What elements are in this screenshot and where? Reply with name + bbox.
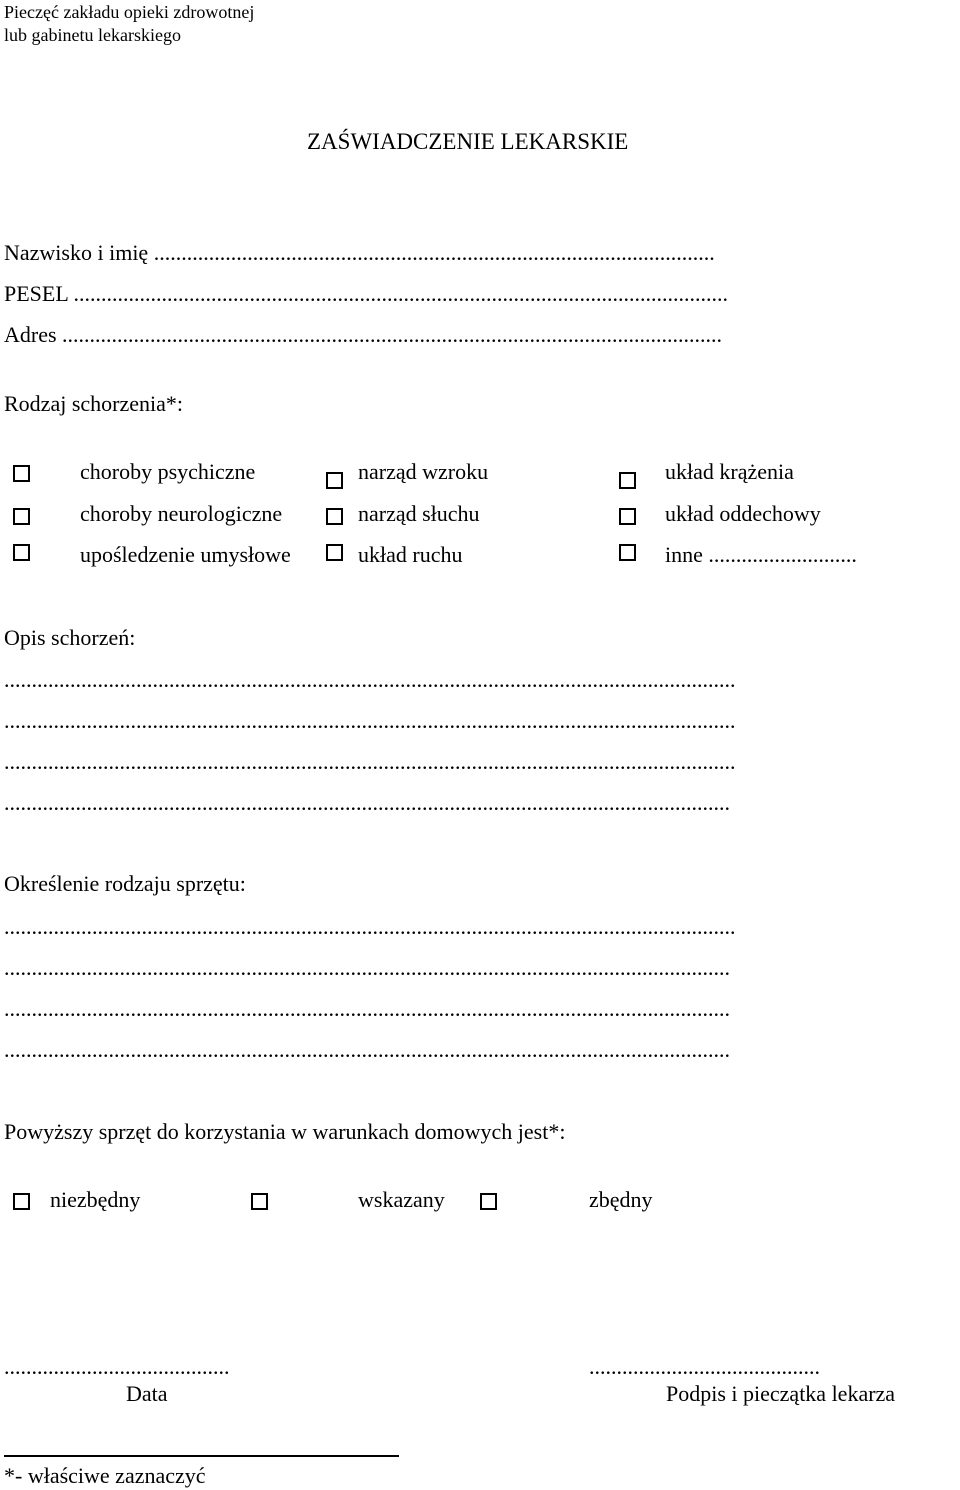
label-vision: narząd wzroku xyxy=(358,459,489,484)
label-hearing: narząd słuchu xyxy=(358,501,480,526)
label-psychiatric: choroby psychiczne xyxy=(80,459,256,484)
description-line[interactable]: ..................................................................................................................................... xyxy=(4,708,736,733)
address-field[interactable]: Adres ........................................................................................................................ xyxy=(4,322,723,347)
date-dots[interactable]: ......................................... xyxy=(4,1354,230,1379)
footnote-divider xyxy=(4,1455,399,1457)
document-title: ZAŚWIADCZENIE LEKARSKIE xyxy=(307,129,629,154)
label-necessary: niezbędny xyxy=(50,1187,141,1212)
stamp-line-2: lub gabinetu lekarskiego xyxy=(4,25,181,45)
name-field[interactable]: Nazwisko i imię ...................................................................................................... xyxy=(4,240,715,265)
description-line[interactable]: .................................................................................................................................... xyxy=(4,790,730,815)
checkbox-psychiatric[interactable] xyxy=(13,465,30,482)
equipment-heading: Określenie rodzaju sprzętu: xyxy=(4,871,246,896)
label-respiratory: układ oddechowy xyxy=(665,501,821,526)
signature-label: Podpis i pieczątka lekarza xyxy=(666,1381,896,1406)
stamp-line-1: Pieczęć zakładu opieki zdrowotnej xyxy=(4,2,255,22)
checkbox-other[interactable] xyxy=(619,544,636,561)
pesel-field[interactable]: PESEL ....................................................................................................................... xyxy=(4,281,728,306)
equipment-line[interactable]: .................................................................................................................................... xyxy=(4,955,730,980)
home-use-heading: Powyższy sprzęt do korzystania w warunkach domowych jest*: xyxy=(4,1119,566,1144)
description-line[interactable]: ..................................................................................................................................... xyxy=(4,667,736,692)
label-locomotor: układ ruchu xyxy=(358,542,463,567)
checkbox-locomotor[interactable] xyxy=(326,544,343,561)
label-circulatory: układ krążenia xyxy=(665,459,794,484)
description-heading: Opis schorzeń: xyxy=(4,625,136,650)
checkbox-vision[interactable] xyxy=(326,472,343,489)
checkbox-neurological[interactable] xyxy=(13,508,30,525)
checkbox-necessary[interactable] xyxy=(13,1193,30,1210)
equipment-line[interactable]: ..................................................................................................................................... xyxy=(4,914,736,939)
footnote: *- właściwe zaznaczyć xyxy=(4,1463,206,1488)
checkbox-unnecessary[interactable] xyxy=(480,1193,497,1210)
label-neurological: choroby neurologiczne xyxy=(80,501,283,526)
checkbox-hearing[interactable] xyxy=(326,508,343,525)
checkbox-indicated[interactable] xyxy=(251,1193,268,1210)
label-unnecessary: zbędny xyxy=(589,1187,653,1212)
checkbox-respiratory[interactable] xyxy=(619,508,636,525)
checkbox-intellectual-disability[interactable] xyxy=(13,544,30,561)
label-indicated: wskazany xyxy=(358,1187,445,1212)
equipment-line[interactable]: .................................................................................................................................... xyxy=(4,1037,730,1062)
signature-dots[interactable]: .......................................... xyxy=(589,1354,820,1379)
label-intellectual-disability: upośledzenie umysłowe xyxy=(80,542,291,567)
label-other[interactable]: inne ........................... xyxy=(665,542,857,567)
date-label: Data xyxy=(126,1381,168,1406)
checkbox-circulatory[interactable] xyxy=(619,472,636,489)
description-line[interactable]: ..................................................................................................................................... xyxy=(4,749,736,774)
equipment-line[interactable]: .................................................................................................................................... xyxy=(4,996,730,1021)
disease-heading: Rodzaj schorzenia*: xyxy=(4,391,183,416)
